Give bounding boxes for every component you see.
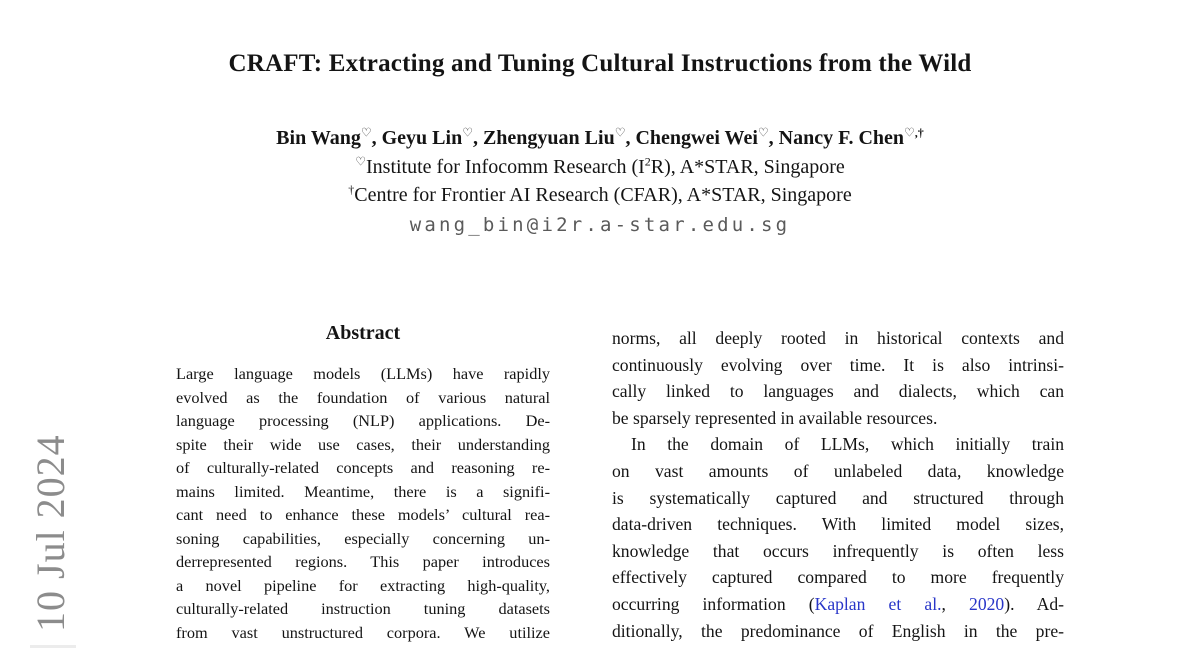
- text-line: [176, 527, 550, 551]
- text-segment: from vast unstructured corpora. We utilize: [176, 622, 550, 642]
- superscript-marker: ♡: [355, 154, 366, 169]
- citation-link[interactable]: 2020: [969, 593, 1005, 614]
- text-segment: cally linked to languages and dialects, which can: [612, 381, 1064, 402]
- text-segment: derrepresented regions. This paper introduces: [176, 552, 550, 571]
- text-segment: effectively captured compared to more frequently: [612, 567, 1064, 588]
- text-line: [612, 538, 1064, 565]
- text-line: [176, 503, 550, 527]
- superscript-marker: ♡: [614, 125, 626, 140]
- contact-email: wang_bin@i2r.a-star.edu.sg: [409, 214, 791, 236]
- text-line: [176, 433, 550, 457]
- superscript-marker: ♡,†: [904, 125, 924, 140]
- text-line: [176, 621, 550, 645]
- text-segment: evolved as the foundation of various natural: [176, 387, 550, 407]
- abstract-text: [176, 362, 550, 644]
- arxiv-date-watermark: 10 Jul 2024: [28, 434, 73, 632]
- text-segment: , Nancy F. Chen: [768, 127, 905, 149]
- paper-title: CRAFT: Extracting and Tuning Cultural Instructions from the Wild: [228, 50, 972, 77]
- text-segment: Centre for Frontier AI Research (CFAR), A*STAR, Singapore: [354, 184, 852, 206]
- text-segment: Large language models (LLMs) have rapidly: [176, 364, 550, 383]
- text-segment: norms, all deeply rooted in historical contexts and: [612, 328, 1064, 348]
- text-segment: ). Ad-: [1004, 593, 1065, 614]
- text-segment: cant need to enhance these models’ cultural rea-: [176, 505, 550, 524]
- text-line: [176, 480, 550, 504]
- text-line: [612, 485, 1064, 512]
- text-line: [612, 511, 1064, 538]
- text-line: [612, 618, 1064, 645]
- abstract-heading: Abstract: [325, 322, 401, 344]
- superscript-marker: ♡: [462, 125, 473, 140]
- text-segment: on vast amounts of unlabeled data, knowledge: [612, 460, 1064, 481]
- left-column: [176, 322, 550, 644]
- text-segment: a novel pipeline for extracting high-quality,: [176, 575, 550, 595]
- text-segment: soning capabilities, especially concerning un-: [176, 528, 550, 548]
- text-segment: culturally-related instruction tuning datasets: [176, 599, 550, 618]
- text-segment: data-driven techniques. With limited model sizes,: [612, 514, 1064, 535]
- text-segment: ditionally, the predominance of English in the pre-: [612, 620, 1064, 641]
- text-segment: Bin Wang: [276, 127, 361, 149]
- text-segment: In the domain of LLMs, which initially train: [631, 434, 1064, 455]
- text-line: [612, 591, 1064, 618]
- superscript-marker: †: [348, 182, 355, 197]
- text-segment: , Geyu Lin: [371, 127, 463, 149]
- text-segment: of culturally-related concepts and reasoning re-: [176, 458, 550, 477]
- text-segment: , Zhengyuan Liu: [472, 127, 615, 149]
- superscript-marker: ♡: [757, 125, 769, 140]
- superscript-marker: 2: [644, 154, 651, 169]
- text-line: [612, 378, 1064, 405]
- text-line: [612, 352, 1064, 379]
- text-line: [176, 456, 550, 480]
- text-segment: mains limited. Meantime, there is a signifi-: [176, 481, 550, 501]
- text-segment: knowledge that occurs infrequently is often less: [612, 540, 1064, 561]
- text-segment: is systematically captured and structured through: [612, 487, 1064, 508]
- text-line: [176, 362, 550, 386]
- affiliation-infocomm: [0, 156, 1200, 179]
- text-segment: Institute for Infocomm Research (I: [366, 156, 645, 178]
- text-segment: be sparsely represented in available resources.: [612, 407, 938, 428]
- text-line: [176, 550, 550, 574]
- right-column: [612, 325, 1064, 644]
- text-line: [176, 574, 550, 598]
- text-line: [176, 409, 550, 433]
- introduction-text: [612, 325, 1064, 644]
- text-line: [612, 405, 1064, 432]
- text-segment: occurring information (: [612, 593, 815, 614]
- text-segment: language processing (NLP) applications. De-: [176, 411, 550, 430]
- text-line: [612, 458, 1064, 485]
- text-segment: spite their wide use cases, their understanding: [176, 434, 550, 454]
- text-segment: , Chengwei Wei: [625, 127, 758, 149]
- superscript-marker: ♡: [360, 125, 372, 140]
- text-line: [612, 431, 1064, 458]
- affiliation-cfar: [0, 184, 1200, 207]
- text-line: [176, 386, 550, 410]
- citation-link[interactable]: Kaplan et al.: [814, 593, 942, 614]
- text-line: [612, 325, 1064, 352]
- text-line: [612, 564, 1064, 591]
- text-segment: ,: [941, 593, 970, 614]
- authors-line: [0, 127, 1200, 150]
- text-line: [176, 597, 550, 621]
- text-segment: R), A*STAR, Singapore: [650, 156, 845, 178]
- text-segment: continuously evolving over time. It is also intrinsi-: [612, 354, 1064, 375]
